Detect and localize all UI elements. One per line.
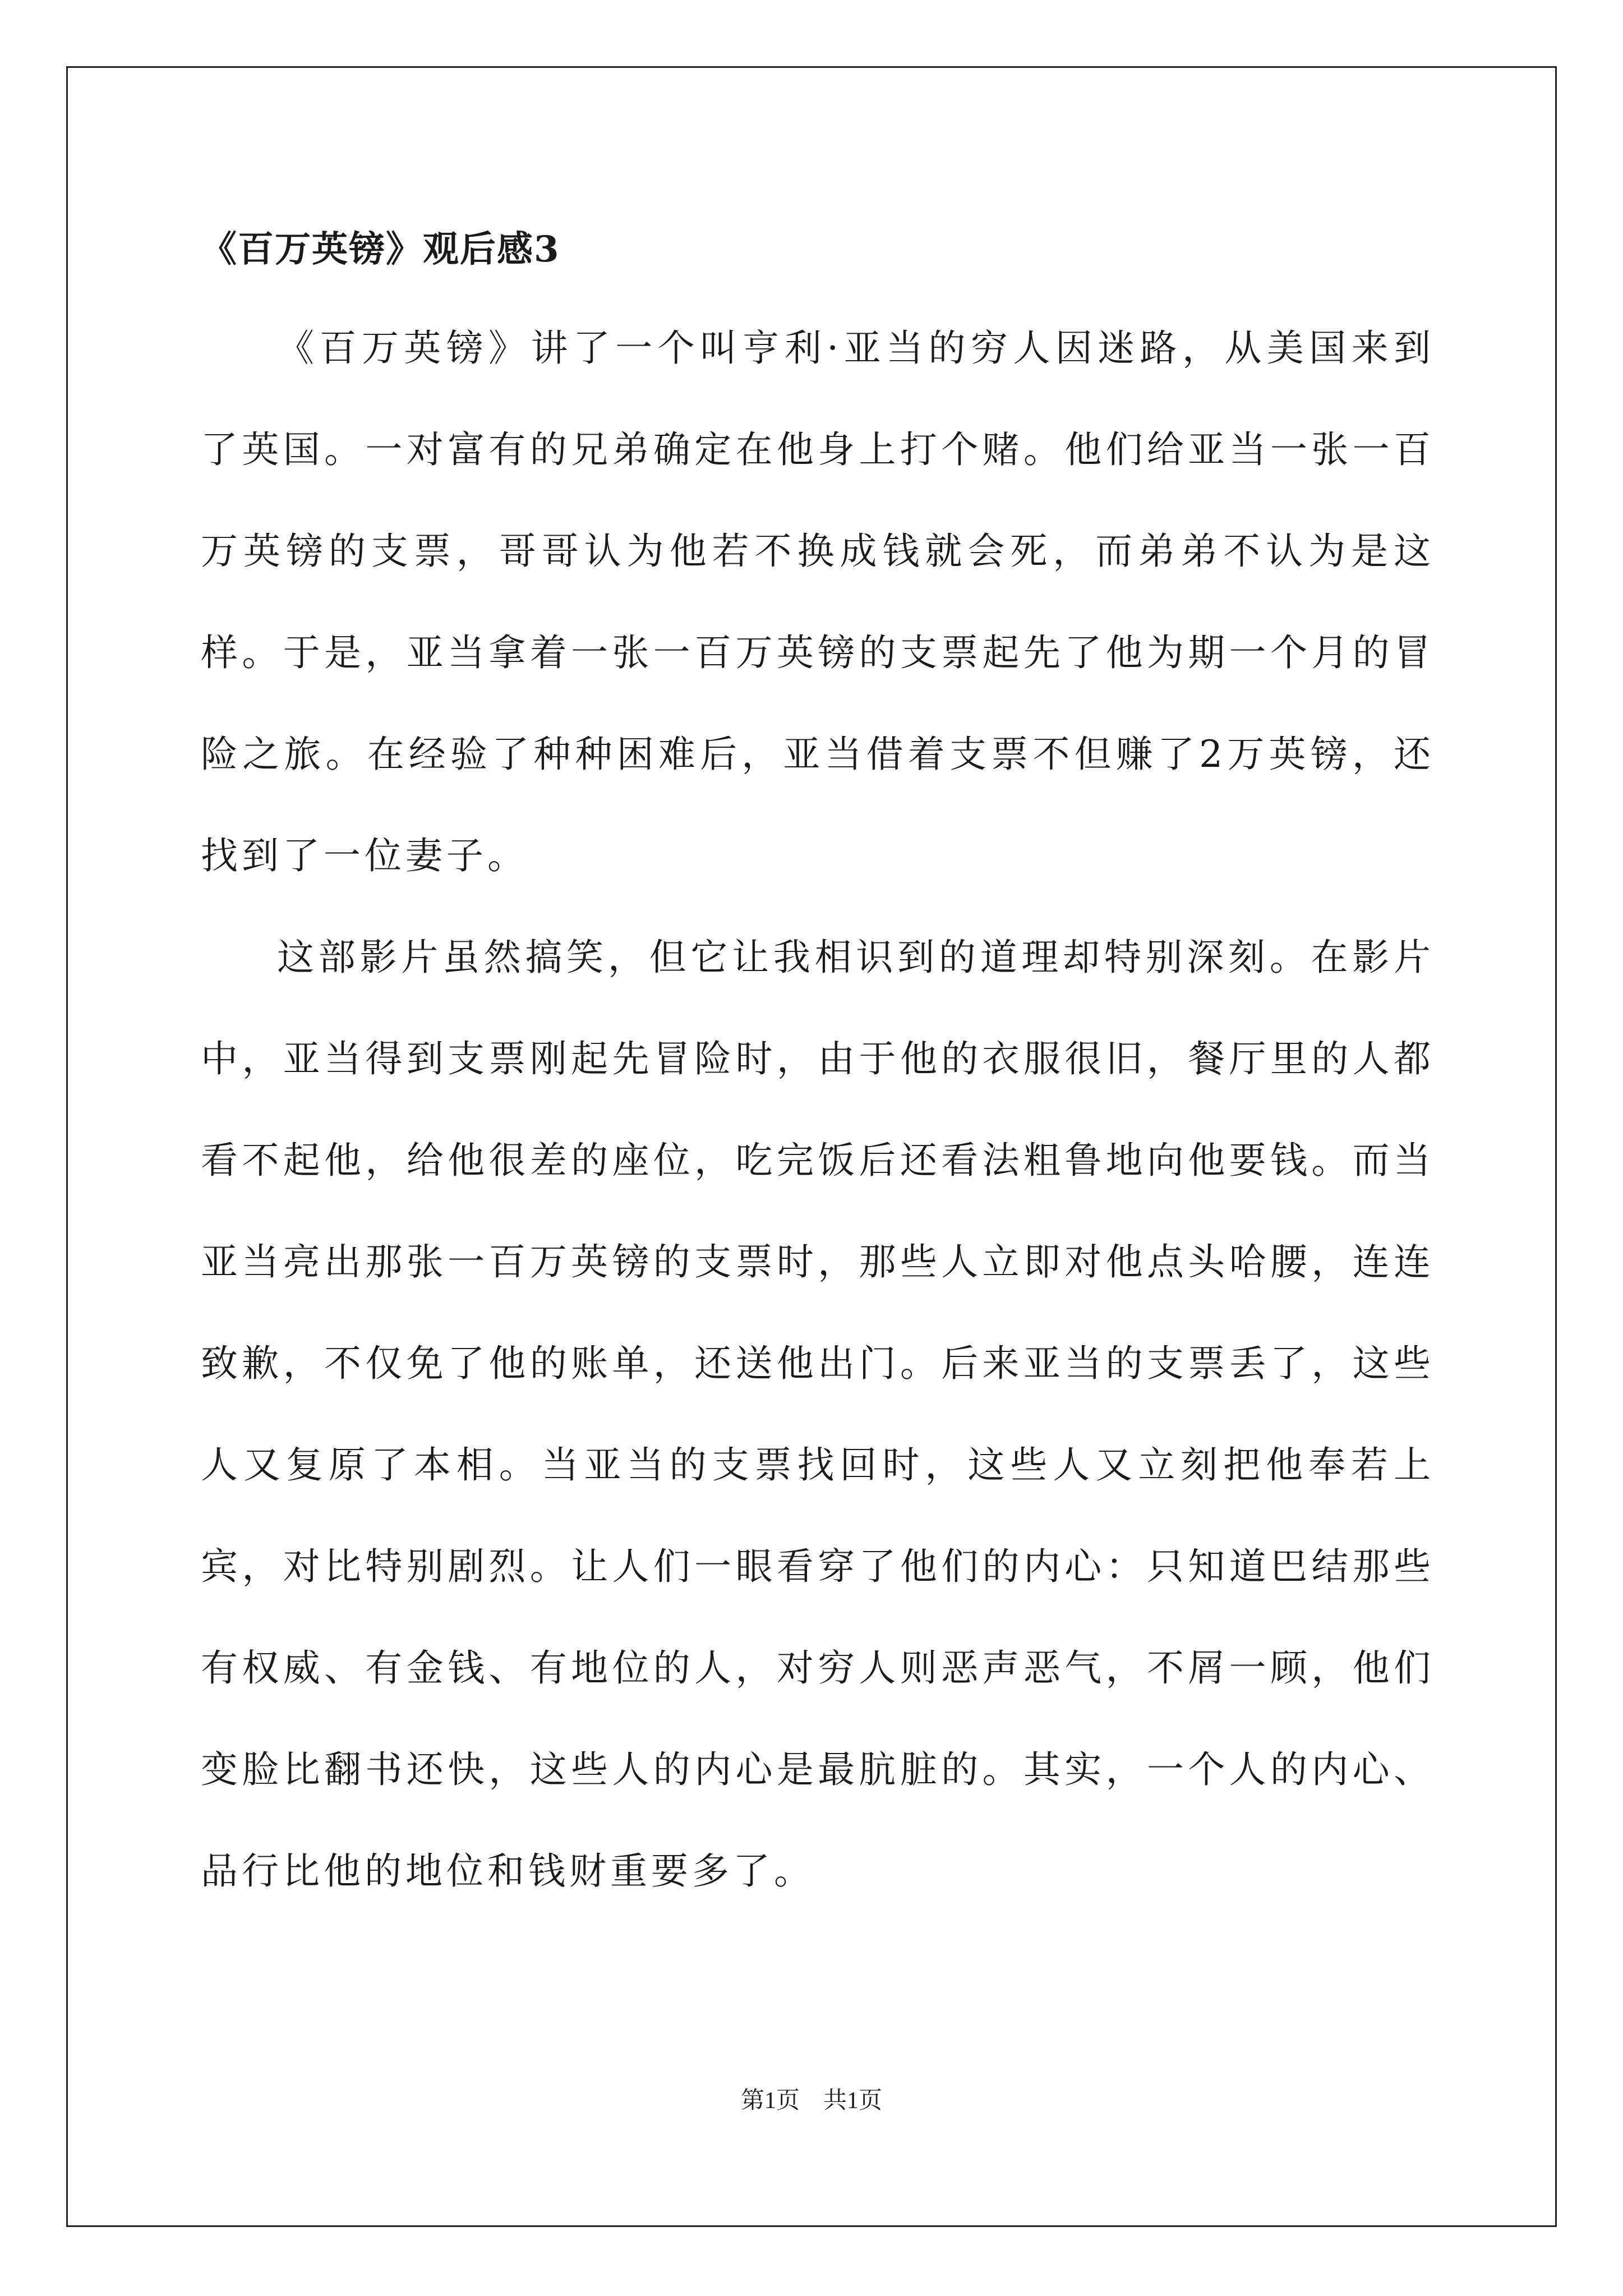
page-number-footer: 第1页 共1页 [740, 2088, 882, 2114]
paragraph-1: 《百万英镑》讲了一个叫亨利·亚当的穷人因迷路，从美国来到了英国。一对富有的兄弟确定在他身上打个赌。他们给亚当一张一百万英镑的支票，哥哥认为他若不换成钱就会死，而弟弟不认为是这样。于是，亚当拿着一张一百万英镑的支票起先了他为期一个月的冒险之旅。在经验了种种困难后，亚当借着支票不但赚了2万英镑，还找到了一位妻子。 [201, 326, 1435, 877]
paragraph-2: 这部影片虽然搞笑，但它让我相识到的道理却特别深刻。在影片中，亚当得到支票刚起先冒险时，由于他的衣服很旧，餐厅里的人都看不起他，给他很差的座位，吃完饭后还看法粗鲁地向他要钱。而当亚当亮出那张一百万英镑的支票时，那些人立即对他点头哈腰，连连致歉，不仅免了他的账单，还送他出门。后来亚当的支票丢了，这些人又复原了本相。当亚当的支票找回时，这些人又立刻把他奉若上宾，对比特别剧烈。让人们一眼看穿了他们的内心：只知道巴结那些有权威、有金钱、有地位的人，对穷人则恶声恶气，不屑一顾，他们变脸比翻书还快，这些人的内心是最肮脏的。其实，一个人的内心、品行比他的地位和钱财重要多了。 [201, 936, 1435, 1893]
document-body [201, 219, 1435, 1922]
document-title: 《百万英镑》观后感3 [201, 228, 560, 270]
